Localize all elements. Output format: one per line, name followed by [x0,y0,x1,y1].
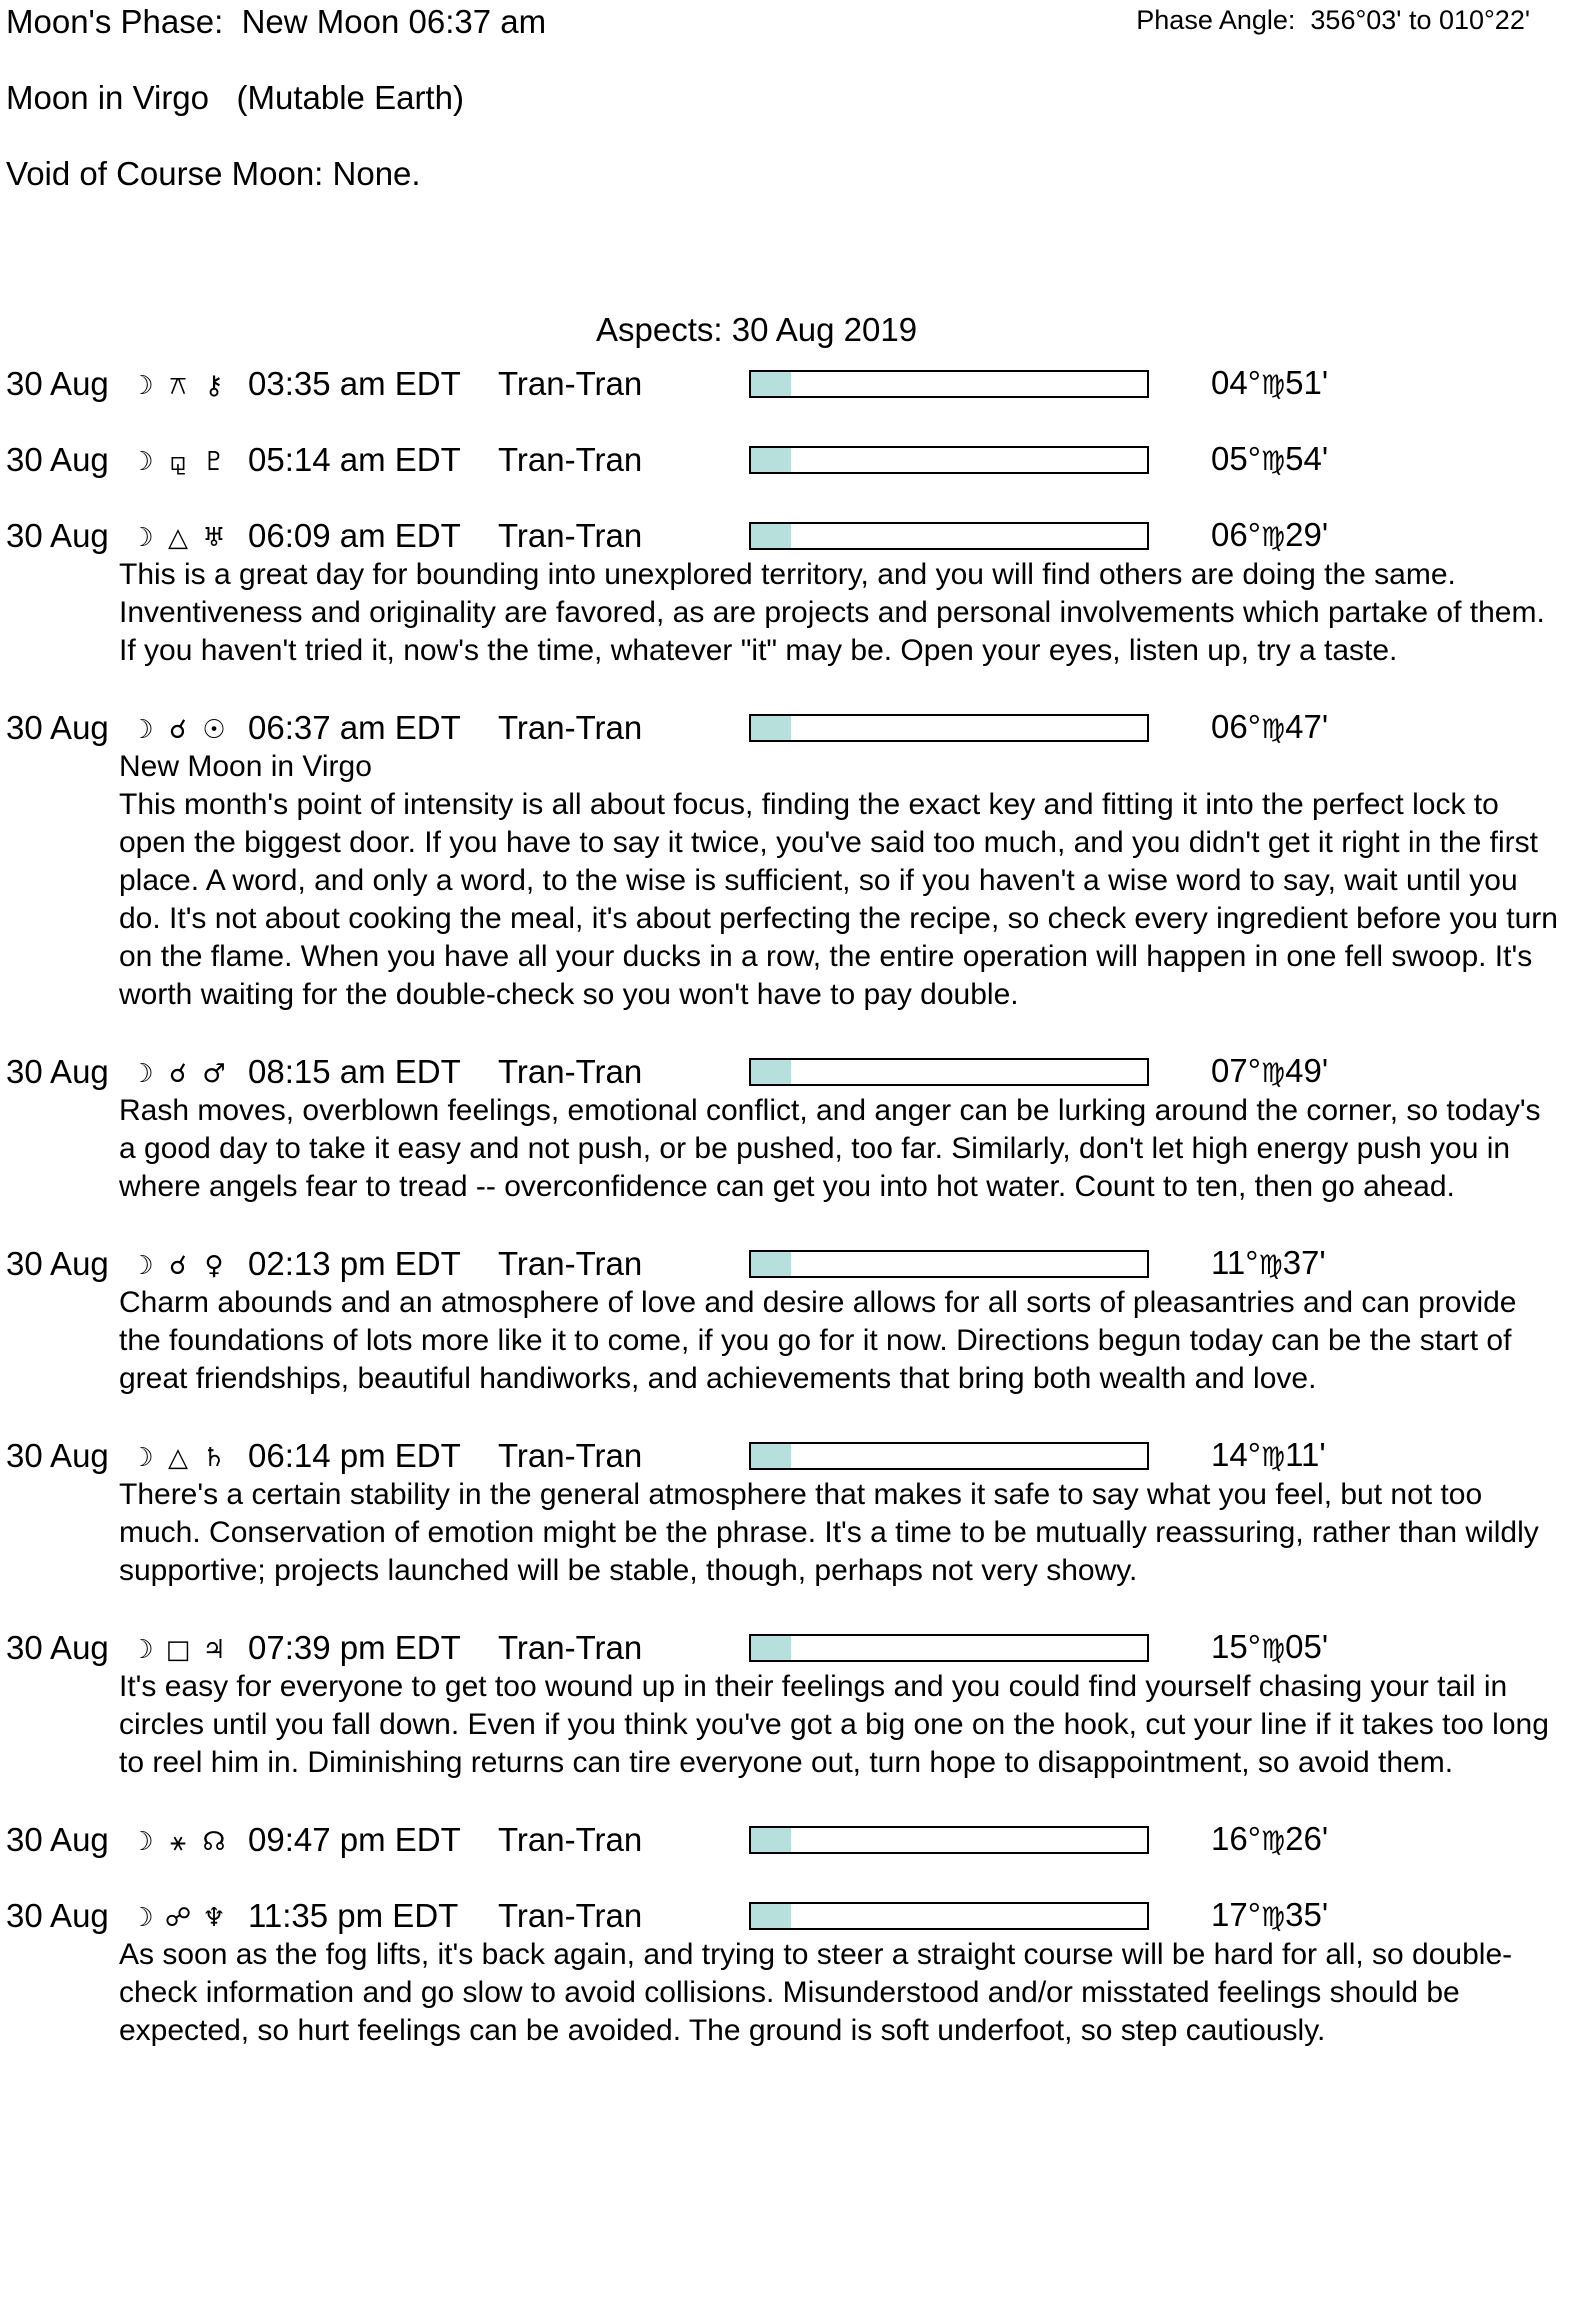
aspect-description-text: This month's point of intensity is all about focus, finding the exact key and fitting it into the perfect lock to open the biggest door. If you have to say it twice, you've said too much, and you didn't get it right in the first place. A word, and only a word, to the wise is sufficient, so if you haven't a wise word to say, wait until you do. It's not about cooking the meal, it's about perfecting the recipe, so check every ingredient before you turn on the flame. When you have all your ducks in a row, the entire operation will happen in one fell swoop. It's worth waiting for the double-check so you won't have to pay double. [119,788,1558,1011]
north-node-glyph-icon: ☊ [202,1826,226,1857]
aspect-kind: Tran-Tran [498,1821,643,1858]
aspect-entry [6,1436,1578,1590]
virgo-sign-icon: ♍ [1260,445,1286,477]
aspect-glyphs [124,515,248,558]
aspect-time: 08:15 am EDT [248,1053,461,1090]
aspect-glyphs [124,707,248,750]
aspect-date: 30 Aug [6,441,109,478]
position-degree: 16° [1211,1819,1261,1857]
virgo-sign-icon: ♍ [1260,369,1286,401]
strength-bar-cell [749,440,1211,480]
moon-phase-label: Moon's Phase: New Moon 06:37 am [6,3,547,40]
aspect-description-title: New Moon in Virgo [119,750,372,783]
aspect-description-text: Rash moves, overblown feelings, emotional conflict, and anger can be lurking around the corner, so today's a good day to take it easy and not push, or be pushed, too far. Similarly, don't let high energy push you in where angels fear to tread -- overconfidence can get you into hot water. Count to ten, then go ahead. [119,1094,1541,1203]
position-minutes: 49' [1285,1051,1329,1089]
aspect-description [119,1936,1558,2050]
strength-bar-cell [749,1628,1211,1668]
strength-bar [749,1058,1149,1086]
square-glyph-icon: □ [165,1634,191,1665]
strength-bar-fill [751,524,791,548]
strength-bar-cell [749,708,1211,748]
virgo-sign-icon: ♍ [1260,1633,1286,1665]
strength-bar [749,1442,1149,1470]
aspect-description [119,1668,1558,1782]
jupiter-glyph-icon: ♃ [202,1634,226,1665]
moon-glyph-icon: ☽ [130,1826,154,1857]
position-degree: 15° [1211,1627,1261,1665]
strength-bar-cell [749,364,1211,404]
aspect-kind: Tran-Tran [498,1245,643,1282]
moon-glyph-icon: ☽ [130,1250,154,1281]
strength-bar-cell [749,1896,1211,1936]
aspect-date: 30 Aug [6,1897,109,1934]
conjunction-glyph-icon: ☌ [169,714,187,745]
aspect-description-text: There's a certain stability in the general atmosphere that makes it safe to say what you feel, but not too much. Conservation of emotion might be the phrase. It's a time to be mutually reassuring, rather than wildly supportive; projects launched will be stable, though, perhaps not very showy. [119,1478,1539,1587]
moon-glyph-icon: ☽ [130,714,154,745]
aspect-time: 03:35 am EDT [248,365,461,402]
strength-bar [749,1634,1149,1662]
virgo-sign-icon: ♍ [1260,713,1286,745]
strength-bar [749,1250,1149,1278]
aspect-position [1211,1627,1541,1670]
pluto-glyph-icon: ♇ [202,446,226,477]
aspect-position [1211,363,1541,406]
aspect-position [1211,1051,1541,1094]
trine-glyph-icon: △ [168,1442,188,1473]
aspect-date: 30 Aug [6,517,109,554]
position-minutes: 26' [1285,1819,1329,1857]
aspect-entry [6,1820,1578,1860]
uranus-glyph-icon: ♅ [202,522,226,553]
strength-bar-cell [749,1436,1211,1476]
aspect-description [119,748,1558,1014]
moon-glyph-icon: ☽ [130,522,154,553]
position-minutes: 47' [1285,707,1329,745]
aspect-glyphs [124,439,248,482]
virgo-sign-icon: ♍ [1260,1441,1286,1473]
aspect-row [6,516,1578,556]
aspect-description-text: It's easy for everyone to get too wound up in their feelings and you could find yourself chasing your tail in circles until you fall down. Even if you think you've got a big one on the hook, cut your line if it takes too long to reel him in. Diminishing returns can tire everyone out, turn hope to disappointment, so avoid them. [119,1670,1549,1779]
quincunx-glyph-icon: ⚻ [169,370,187,401]
aspect-glyphs [124,1819,248,1862]
strength-bar-cell [749,1244,1211,1284]
aspects-list [6,364,1578,2050]
strength-bar-fill [751,716,791,740]
aspect-kind: Tran-Tran [498,517,643,554]
neptune-glyph-icon: ♆ [202,1902,226,1933]
position-minutes: 11' [1285,1435,1326,1473]
aspect-description-text: Charm abounds and an atmosphere of love and desire allows for all sorts of pleasantries and can provide the foundations of lots more like it to come, if you go for it now. Directions begun today can be the start of great friendships, beautiful handiworks, and achievements that bring both wealth and love. [119,1286,1517,1395]
aspect-description-text: This is a great day for bounding into unexplored territory, and you will find others are doing the same. Inventiveness and originality are favored, as are projects and personal involvements which partake of them. If you haven't tried it, now's the time, whatever "it" may be. Open your eyes, listen up, try a taste. [119,558,1545,667]
aspect-row [6,1820,1578,1860]
aspect-date: 30 Aug [6,1245,109,1282]
strength-bar [749,1826,1149,1854]
aspect-date: 30 Aug [6,1053,109,1090]
position-degree: 06° [1211,707,1261,745]
strength-bar [749,1902,1149,1930]
position-degree: 17° [1211,1895,1261,1933]
void-of-course-label: Void of Course Moon: None. [6,155,421,192]
aspect-row [6,1244,1578,1284]
aspect-glyphs [124,1243,248,1286]
strength-bar-fill [751,1904,791,1928]
aspect-position [1211,515,1541,558]
strength-bar-cell [749,516,1211,556]
strength-bar-fill [751,372,791,396]
aspect-time: 06:14 pm EDT [248,1437,461,1474]
sun-glyph-icon: ☉ [202,714,226,745]
aspect-entry [6,364,1578,404]
mars-glyph-icon: ♂ [202,1058,226,1089]
sesquiquadrate-glyph-icon: ⚼ [169,446,187,477]
aspect-entry [6,708,1578,1014]
moon-sign-label: Moon in Virgo (Mutable Earth) [6,79,464,116]
aspect-glyphs [124,1895,248,1938]
aspect-entry [6,1244,1578,1398]
sextile-glyph-icon: ⚹ [170,1826,186,1857]
strength-bar-fill [751,1636,791,1660]
strength-bar-cell [749,1052,1211,1092]
aspect-entry [6,1052,1578,1206]
aspect-kind: Tran-Tran [498,1053,643,1090]
aspect-time: 11:35 pm EDT [248,1897,459,1934]
aspect-row [6,1436,1578,1476]
phase-angle-label: Phase Angle: 356°03' to 010°22' [1136,5,1530,35]
strength-bar [749,370,1149,398]
aspect-description [119,556,1558,670]
strength-bar-fill [751,1252,791,1276]
position-minutes: 29' [1285,515,1329,553]
position-minutes: 51' [1285,363,1329,401]
aspect-glyphs [124,1435,248,1478]
aspect-time: 09:47 pm EDT [248,1821,461,1858]
virgo-sign-icon: ♍ [1260,1057,1286,1089]
chiron-glyph-icon: ⚷ [204,370,224,401]
aspect-time: 06:09 am EDT [248,517,461,554]
aspect-position [1211,707,1541,750]
aspect-row [6,708,1578,748]
position-degree: 06° [1211,515,1261,553]
aspect-date: 30 Aug [6,1821,109,1858]
moon-glyph-icon: ☽ [130,370,154,401]
aspect-date: 30 Aug [6,709,109,746]
position-minutes: 05' [1285,1627,1329,1665]
aspect-position [1211,1895,1541,1938]
aspect-time: 05:14 am EDT [248,441,461,478]
virgo-sign-icon: ♍ [1258,1249,1283,1281]
aspect-entry [6,516,1578,670]
aspect-row [6,440,1578,480]
strength-bar [749,714,1149,742]
strength-bar-fill [751,1444,791,1468]
virgo-sign-icon: ♍ [1260,1901,1286,1933]
position-minutes: 54' [1285,439,1329,477]
virgo-sign-icon: ♍ [1260,521,1286,553]
aspect-kind: Tran-Tran [498,1629,643,1666]
aspect-kind: Tran-Tran [498,365,643,402]
position-degree: 07° [1211,1051,1261,1089]
aspect-time: 02:13 pm EDT [248,1245,461,1282]
aspect-time: 06:37 am EDT [248,709,461,746]
venus-glyph-icon: ♀ [204,1250,224,1281]
aspect-description [119,1284,1558,1398]
aspect-glyphs [124,363,248,406]
strength-bar-fill [751,448,791,472]
position-minutes: 35' [1285,1895,1329,1933]
aspect-glyphs [124,1051,248,1094]
virgo-sign-icon: ♍ [1260,1825,1286,1857]
aspect-description-text: As soon as the fog lifts, it's back again, and trying to steer a straight course will be hard for all, so double-check information and go slow to avoid collisions. Misunderstood and/or misstated feelings should be expected, so hurt feelings can be avoided. The ground is soft underfoot, so step cautiously. [119,1938,1513,2047]
position-degree: 05° [1211,439,1261,477]
aspect-row [6,1896,1578,1936]
moon-glyph-icon: ☽ [130,1058,154,1089]
saturn-glyph-icon: ♄ [202,1442,226,1473]
position-minutes: 37' [1282,1243,1326,1281]
position-degree: 14° [1211,1435,1261,1473]
strength-bar [749,446,1149,474]
moon-glyph-icon: ☽ [130,1902,154,1933]
aspect-position [1211,1243,1541,1286]
strength-bar [749,522,1149,550]
aspect-kind: Tran-Tran [498,1437,643,1474]
moon-glyph-icon: ☽ [130,1442,154,1473]
top-line [6,0,1578,44]
conjunction-glyph-icon: ☌ [169,1058,187,1089]
aspect-kind: Tran-Tran [498,1897,643,1934]
aspect-time: 07:39 pm EDT [248,1629,461,1666]
strength-bar-fill [751,1060,791,1084]
strength-bar-cell [749,1820,1211,1860]
aspect-kind: Tran-Tran [498,441,643,478]
aspect-entry [6,1896,1578,2050]
aspect-position [1211,1435,1541,1478]
aspect-row [6,1628,1578,1668]
moon-glyph-icon: ☽ [130,1634,154,1665]
position-degree: 04° [1211,363,1261,401]
aspects-title: Aspects: 30 Aug 2019 [596,311,918,348]
conjunction-glyph-icon: ☌ [169,1250,187,1281]
aspect-date: 30 Aug [6,1437,109,1474]
aspect-date: 30 Aug [6,1629,109,1666]
opposition-glyph-icon: ☍ [164,1902,192,1933]
strength-bar-fill [751,1828,791,1852]
aspect-date: 30 Aug [6,365,109,402]
aspect-entry [6,440,1578,480]
spacer [6,44,1578,76]
moon-glyph-icon: ☽ [130,446,154,477]
trine-glyph-icon: △ [168,522,188,553]
spacer [6,120,1578,152]
aspect-description [119,1092,1558,1206]
aspect-kind: Tran-Tran [498,709,643,746]
aspect-description [119,1476,1558,1590]
aspect-position [1211,1819,1541,1862]
position-degree: 11° [1211,1243,1259,1281]
aspect-row [6,1052,1578,1092]
aspect-glyphs [124,1627,248,1670]
aspect-position [1211,439,1541,482]
aspect-entry [6,1628,1578,1782]
aspect-row [6,364,1578,404]
